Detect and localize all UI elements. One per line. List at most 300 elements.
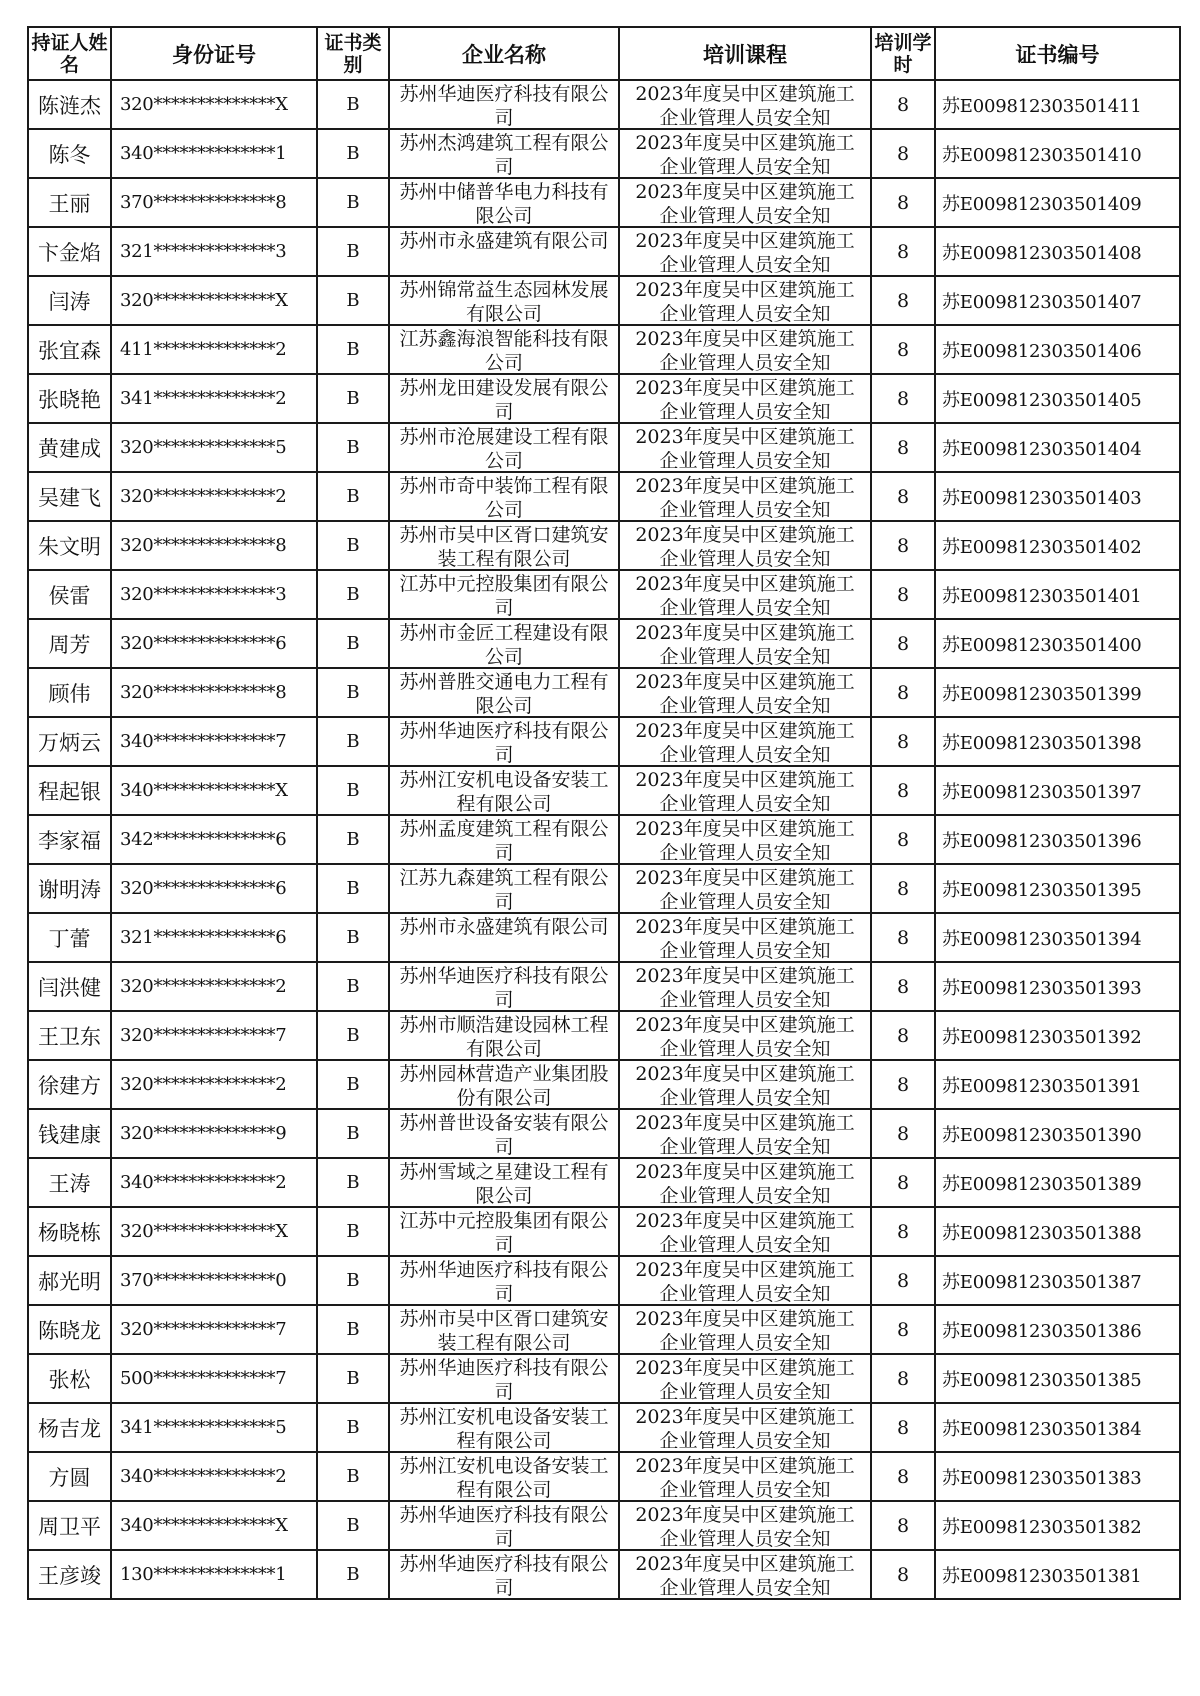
header-cert-no: 证书编号 [935,27,1180,80]
course-cell [619,1207,871,1256]
company-cell [389,1403,619,1452]
course-cell [619,1060,871,1109]
company-cell [389,374,619,423]
id-number-cell: 320**************6 [111,619,317,668]
company-cell [389,570,619,619]
id-number-cell: 342**************6 [111,815,317,864]
course-cell [619,766,871,815]
category-cell: B [317,80,389,129]
id-number-cell: 370**************8 [111,178,317,227]
holder-name-cell: 张松 [28,1354,111,1403]
hours-cell: 8 [871,374,935,423]
course-cell-text: 2023年度吴中区建筑施工企业管理人员安全知 [635,1210,855,1255]
table-row [28,325,1180,374]
category-cell: B [317,1158,389,1207]
cert-number-cell: 苏E009812303501388 [935,1207,1180,1256]
certificate-table [27,26,1181,1600]
cert-number-cell: 苏E009812303501382 [935,1501,1180,1550]
category-cell: B [317,1501,389,1550]
course-cell-text: 2023年度吴中区建筑施工企业管理人员安全知 [635,181,855,226]
hours-cell: 8 [871,668,935,717]
company-cell-text: 苏州江安机电设备安装工程有限公司 [399,1455,609,1500]
company-cell [389,1011,619,1060]
company-cell-text: 江苏鑫海浪智能科技有限公司 [399,328,609,373]
hours-cell: 8 [871,717,935,766]
company-cell-text: 苏州华迪医疗科技有限公司 [399,1504,609,1549]
cert-number-cell: 苏E009812303501400 [935,619,1180,668]
company-cell [389,521,619,570]
company-cell-text: 苏州华迪医疗科技有限公司 [399,965,609,1010]
cert-number-cell: 苏E009812303501407 [935,276,1180,325]
id-number-cell: 340**************2 [111,1452,317,1501]
holder-name-cell: 谢明涛 [28,864,111,913]
company-cell-text: 苏州华迪医疗科技有限公司 [399,1553,609,1598]
table-row [28,1550,1180,1599]
course-cell-text: 2023年度吴中区建筑施工企业管理人员安全知 [635,1406,855,1451]
cert-number-cell: 苏E009812303501403 [935,472,1180,521]
category-cell: B [317,423,389,472]
hours-cell: 8 [871,80,935,129]
category-cell: B [317,227,389,276]
hours-cell: 8 [871,1550,935,1599]
category-cell: B [317,717,389,766]
course-cell [619,1550,871,1599]
course-cell-text: 2023年度吴中区建筑施工企业管理人员安全知 [635,426,855,471]
company-cell [389,325,619,374]
hours-cell: 8 [871,570,935,619]
course-cell-text: 2023年度吴中区建筑施工企业管理人员安全知 [635,769,855,814]
category-cell: B [317,962,389,1011]
company-cell-text: 苏州龙田建设发展有限公司 [399,377,609,422]
holder-name-cell: 丁蕾 [28,913,111,962]
cert-number-cell: 苏E009812303501383 [935,1452,1180,1501]
course-cell [619,1158,871,1207]
company-cell [389,227,619,276]
id-number-cell: 320**************2 [111,472,317,521]
id-number-cell: 341**************2 [111,374,317,423]
hours-cell: 8 [871,1305,935,1354]
course-cell [619,1305,871,1354]
holder-name-cell: 侯雷 [28,570,111,619]
course-cell [619,864,871,913]
id-number-cell: 341**************5 [111,1403,317,1452]
cert-number-cell: 苏E009812303501397 [935,766,1180,815]
hours-cell: 8 [871,276,935,325]
table-row [28,619,1180,668]
company-cell [389,864,619,913]
cert-number-cell: 苏E009812303501396 [935,815,1180,864]
id-number-cell: 320**************2 [111,1060,317,1109]
hours-cell: 8 [871,1109,935,1158]
hours-cell: 8 [871,423,935,472]
holder-name-cell: 朱文明 [28,521,111,570]
course-cell-text: 2023年度吴中区建筑施工企业管理人员安全知 [635,1259,855,1304]
company-cell-text: 江苏中元控股集团有限公司 [399,573,609,618]
holder-name-cell: 王涛 [28,1158,111,1207]
cert-number-cell: 苏E009812303501394 [935,913,1180,962]
course-cell-text: 2023年度吴中区建筑施工企业管理人员安全知 [635,524,855,569]
course-cell [619,521,871,570]
table-row [28,962,1180,1011]
cert-number-cell: 苏E009812303501401 [935,570,1180,619]
course-cell-text: 2023年度吴中区建筑施工企业管理人员安全知 [635,1357,855,1402]
header-holder-name: 持证人姓名 [28,27,111,80]
header-company: 企业名称 [389,27,619,80]
holder-name-cell: 周芳 [28,619,111,668]
category-cell: B [317,766,389,815]
hours-cell: 8 [871,227,935,276]
hours-cell: 8 [871,472,935,521]
category-cell: B [317,521,389,570]
company-cell [389,1256,619,1305]
company-cell-text: 苏州华迪医疗科技有限公司 [399,1259,609,1304]
course-cell-text: 2023年度吴中区建筑施工企业管理人员安全知 [635,1553,855,1598]
company-cell [389,815,619,864]
course-cell-text: 2023年度吴中区建筑施工企业管理人员安全知 [635,1161,855,1206]
course-cell [619,178,871,227]
id-number-cell: 130**************1 [111,1550,317,1599]
holder-name-cell: 张宜森 [28,325,111,374]
company-cell-text: 苏州普世设备安装有限公司 [399,1112,609,1157]
company-cell-text: 苏州江安机电设备安装工程有限公司 [399,769,609,814]
course-cell-text: 2023年度吴中区建筑施工企业管理人员安全知 [635,1455,855,1500]
company-cell [389,913,619,962]
cert-number-cell: 苏E009812303501392 [935,1011,1180,1060]
holder-name-cell: 杨吉龙 [28,1403,111,1452]
course-cell [619,1256,871,1305]
company-cell-text: 苏州杰鸿建筑工程有限公司 [399,132,609,177]
id-number-cell: 340**************X [111,766,317,815]
hours-cell: 8 [871,619,935,668]
course-cell [619,815,871,864]
company-cell [389,1452,619,1501]
holder-name-cell: 万炳云 [28,717,111,766]
company-cell-text: 苏州市沧展建设工程有限公司 [399,426,609,471]
company-cell [389,619,619,668]
course-cell-text: 2023年度吴中区建筑施工企业管理人员安全知 [635,132,855,177]
header-id-number: 身份证号 [111,27,317,80]
category-cell: B [317,472,389,521]
course-cell-text: 2023年度吴中区建筑施工企业管理人员安全知 [635,1504,855,1549]
table-row [28,227,1180,276]
company-cell-text: 苏州市永盛建筑有限公司 [399,916,609,938]
category-cell: B [317,1011,389,1060]
hours-cell: 8 [871,1011,935,1060]
course-cell [619,325,871,374]
category-cell: B [317,1354,389,1403]
id-number-cell: 320**************8 [111,668,317,717]
course-cell [619,913,871,962]
certificate-table-sheet [27,26,1179,1600]
company-cell [389,1354,619,1403]
company-cell [389,276,619,325]
holder-name-cell: 陈晓龙 [28,1305,111,1354]
holder-name-cell: 张晓艳 [28,374,111,423]
header-course: 培训课程 [619,27,871,80]
course-cell [619,570,871,619]
company-cell [389,423,619,472]
table-row [28,1501,1180,1550]
cert-number-cell: 苏E009812303501410 [935,129,1180,178]
course-cell [619,374,871,423]
hours-cell: 8 [871,129,935,178]
hours-cell: 8 [871,1256,935,1305]
course-cell [619,227,871,276]
company-cell-text: 苏州市顺浩建设园林工程有限公司 [399,1014,609,1059]
company-cell-text: 苏州雪域之星建设工程有限公司 [399,1161,609,1206]
course-cell-text: 2023年度吴中区建筑施工企业管理人员安全知 [635,818,855,863]
course-cell-text: 2023年度吴中区建筑施工企业管理人员安全知 [635,279,855,324]
course-cell-text: 2023年度吴中区建筑施工企业管理人员安全知 [635,1014,855,1059]
cert-number-cell: 苏E009812303501409 [935,178,1180,227]
course-cell-text: 2023年度吴中区建筑施工企业管理人员安全知 [635,377,855,422]
cert-number-cell: 苏E009812303501398 [935,717,1180,766]
table-row [28,1011,1180,1060]
category-cell: B [317,1109,389,1158]
company-cell [389,1060,619,1109]
hours-cell: 8 [871,962,935,1011]
company-cell [389,178,619,227]
table-row [28,472,1180,521]
category-cell: B [317,864,389,913]
course-cell [619,962,871,1011]
table-row [28,864,1180,913]
hours-cell: 8 [871,1501,935,1550]
holder-name-cell: 李家福 [28,815,111,864]
hours-cell: 8 [871,766,935,815]
cert-number-cell: 苏E009812303501402 [935,521,1180,570]
holder-name-cell: 陈涟杰 [28,80,111,129]
course-cell [619,1011,871,1060]
id-number-cell: 320**************2 [111,962,317,1011]
id-number-cell: 320**************8 [111,521,317,570]
course-cell-text: 2023年度吴中区建筑施工企业管理人员安全知 [635,867,855,912]
company-cell-text: 苏州锦常益生态园林发展有限公司 [399,279,609,324]
course-cell [619,80,871,129]
cert-number-cell: 苏E009812303501405 [935,374,1180,423]
category-cell: B [317,913,389,962]
table-row [28,276,1180,325]
holder-name-cell: 王卫东 [28,1011,111,1060]
company-cell [389,766,619,815]
table-row [28,913,1180,962]
category-cell: B [317,1452,389,1501]
holder-name-cell: 顾伟 [28,668,111,717]
company-cell-text: 江苏九森建筑工程有限公司 [399,867,609,912]
holder-name-cell: 黄建成 [28,423,111,472]
course-cell-text: 2023年度吴中区建筑施工企业管理人员安全知 [635,1112,855,1157]
table-row [28,80,1180,129]
category-cell: B [317,1403,389,1452]
course-cell [619,717,871,766]
holder-name-cell: 王丽 [28,178,111,227]
company-cell [389,80,619,129]
company-cell [389,962,619,1011]
table-row [28,1109,1180,1158]
holder-name-cell: 闫涛 [28,276,111,325]
course-cell-text: 2023年度吴中区建筑施工企业管理人员安全知 [635,622,855,667]
table-row [28,129,1180,178]
course-cell-text: 2023年度吴中区建筑施工企业管理人员安全知 [635,573,855,618]
table-row [28,1060,1180,1109]
company-cell-text: 苏州华迪医疗科技有限公司 [399,83,609,128]
holder-name-cell: 徐建方 [28,1060,111,1109]
course-cell-text: 2023年度吴中区建筑施工企业管理人员安全知 [635,83,855,128]
category-cell: B [317,815,389,864]
company-cell [389,1158,619,1207]
course-cell [619,472,871,521]
table-row [28,1354,1180,1403]
company-cell-text: 苏州市永盛建筑有限公司 [399,230,609,252]
cert-number-cell: 苏E009812303501381 [935,1550,1180,1599]
holder-name-cell: 闫洪健 [28,962,111,1011]
hours-cell: 8 [871,1158,935,1207]
hours-cell: 8 [871,1403,935,1452]
holder-name-cell: 吴建飞 [28,472,111,521]
id-number-cell: 340**************2 [111,1158,317,1207]
cert-number-cell: 苏E009812303501399 [935,668,1180,717]
table-row [28,717,1180,766]
company-cell [389,717,619,766]
course-cell [619,276,871,325]
id-number-cell: 320**************7 [111,1011,317,1060]
course-cell-text: 2023年度吴中区建筑施工企业管理人员安全知 [635,916,855,961]
table-row [28,521,1180,570]
id-number-cell: 370**************0 [111,1256,317,1305]
category-cell: B [317,1207,389,1256]
course-cell [619,129,871,178]
holder-name-cell: 周卫平 [28,1501,111,1550]
holder-name-cell: 程起银 [28,766,111,815]
table-row [28,668,1180,717]
id-number-cell: 320**************X [111,276,317,325]
id-number-cell: 320**************X [111,80,317,129]
category-cell: B [317,325,389,374]
company-cell [389,1109,619,1158]
cert-number-cell: 苏E009812303501391 [935,1060,1180,1109]
table-row [28,1207,1180,1256]
id-number-cell: 320**************5 [111,423,317,472]
holder-name-cell: 方圆 [28,1452,111,1501]
course-cell [619,1403,871,1452]
table-row [28,1452,1180,1501]
course-cell-text: 2023年度吴中区建筑施工企业管理人员安全知 [635,230,855,275]
course-cell-text: 2023年度吴中区建筑施工企业管理人员安全知 [635,1308,855,1353]
course-cell [619,1501,871,1550]
company-cell [389,1305,619,1354]
table-row [28,1305,1180,1354]
company-cell-text: 苏州华迪医疗科技有限公司 [399,720,609,765]
company-cell-text: 苏州园林营造产业集团股份有限公司 [399,1063,609,1108]
hours-cell: 8 [871,913,935,962]
table-row [28,1256,1180,1305]
holder-name-cell: 卞金焰 [28,227,111,276]
company-cell-text: 苏州江安机电设备安装工程有限公司 [399,1406,609,1451]
cert-number-cell: 苏E009812303501384 [935,1403,1180,1452]
hours-cell: 8 [871,325,935,374]
id-number-cell: 340**************X [111,1501,317,1550]
holder-name-cell: 王彦竣 [28,1550,111,1599]
course-cell-text: 2023年度吴中区建筑施工企业管理人员安全知 [635,965,855,1010]
header-category: 证书类别 [317,27,389,80]
cert-number-cell: 苏E009812303501393 [935,962,1180,1011]
company-cell-text: 苏州市吴中区胥口建筑安装工程有限公司 [399,524,609,569]
id-number-cell: 320**************3 [111,570,317,619]
header-row [28,27,1180,80]
category-cell: B [317,1060,389,1109]
hours-cell: 8 [871,1207,935,1256]
hours-cell: 8 [871,815,935,864]
category-cell: B [317,1305,389,1354]
holder-name-cell: 陈冬 [28,129,111,178]
hours-cell: 8 [871,1452,935,1501]
company-cell-text: 苏州市吴中区胥口建筑安装工程有限公司 [399,1308,609,1353]
company-cell-text: 苏州普胜交通电力工程有限公司 [399,671,609,716]
table-row [28,374,1180,423]
cert-number-cell: 苏E009812303501390 [935,1109,1180,1158]
company-cell-text: 江苏中元控股集团有限公司 [399,1210,609,1255]
category-cell: B [317,570,389,619]
company-cell [389,472,619,521]
company-cell [389,1207,619,1256]
id-number-cell: 320**************9 [111,1109,317,1158]
table-row [28,423,1180,472]
course-cell [619,1452,871,1501]
course-cell [619,423,871,472]
holder-name-cell: 杨晓栋 [28,1207,111,1256]
holder-name-cell: 郝光明 [28,1256,111,1305]
id-number-cell: 320**************7 [111,1305,317,1354]
table-row [28,178,1180,227]
company-cell [389,129,619,178]
cert-number-cell: 苏E009812303501408 [935,227,1180,276]
table-row [28,1403,1180,1452]
company-cell-text: 苏州孟度建筑工程有限公司 [399,818,609,863]
course-cell [619,1109,871,1158]
company-cell [389,1501,619,1550]
holder-name-cell: 钱建康 [28,1109,111,1158]
hours-cell: 8 [871,178,935,227]
table-body [28,80,1180,1599]
company-cell-text: 苏州华迪医疗科技有限公司 [399,1357,609,1402]
course-cell-text: 2023年度吴中区建筑施工企业管理人员安全知 [635,671,855,716]
course-cell [619,668,871,717]
category-cell: B [317,1550,389,1599]
hours-cell: 8 [871,864,935,913]
id-number-cell: 411**************2 [111,325,317,374]
course-cell-text: 2023年度吴中区建筑施工企业管理人员安全知 [635,1063,855,1108]
id-number-cell: 320**************6 [111,864,317,913]
category-cell: B [317,1256,389,1305]
hours-cell: 8 [871,1060,935,1109]
company-cell [389,668,619,717]
id-number-cell: 340**************7 [111,717,317,766]
table-row [28,766,1180,815]
category-cell: B [317,178,389,227]
cert-number-cell: 苏E009812303501387 [935,1256,1180,1305]
id-number-cell: 321**************6 [111,913,317,962]
cert-number-cell: 苏E009812303501389 [935,1158,1180,1207]
course-cell [619,1354,871,1403]
cert-number-cell: 苏E009812303501404 [935,423,1180,472]
company-cell-text: 苏州中储普华电力科技有限公司 [399,181,609,226]
cert-number-cell: 苏E009812303501411 [935,80,1180,129]
id-number-cell: 500**************7 [111,1354,317,1403]
company-cell-text: 苏州市奇中装饰工程有限公司 [399,475,609,520]
course-cell-text: 2023年度吴中区建筑施工企业管理人员安全知 [635,328,855,373]
course-cell-text: 2023年度吴中区建筑施工企业管理人员安全知 [635,475,855,520]
table-row [28,815,1180,864]
